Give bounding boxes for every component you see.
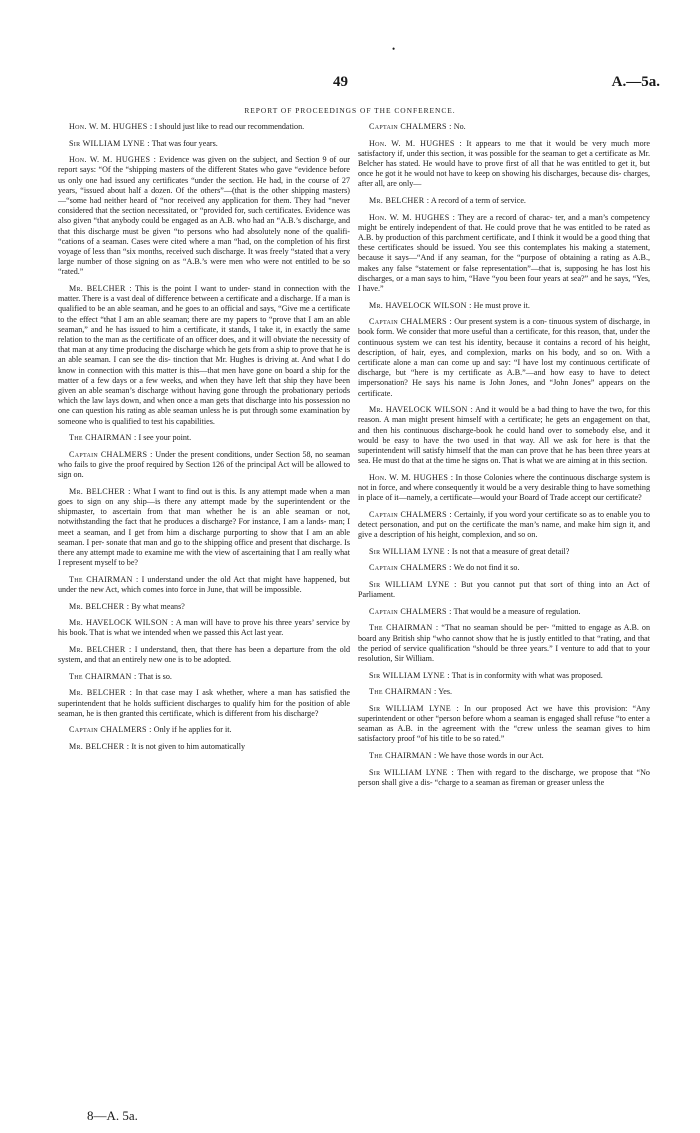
speaker-name: Sir WILLIAM LYNE : <box>369 703 459 713</box>
speech-paragraph <box>358 580 650 600</box>
speaker-name: Mr. BELCHER : <box>69 688 133 698</box>
speaker-name: Mr. HAVELOCK WILSON : <box>369 300 472 310</box>
speech-text: Is not that a measure of great detail? <box>451 546 570 556</box>
speech-paragraph <box>358 671 650 681</box>
speech-paragraph <box>358 122 650 132</box>
speech-paragraph <box>358 607 650 617</box>
speech-text: But you cannot put that sort of thing into an Act of Parliament. <box>358 580 650 600</box>
speaker-name: Mr. BELCHER : <box>69 486 131 496</box>
speaker-name: Captain CHALMERS : <box>69 725 152 735</box>
speech-text: I should just like to read our recommendation. <box>154 122 305 131</box>
speech-paragraph <box>58 645 350 665</box>
speech-text: “That no seaman should be per- “mitted to engage as A.B. on board any British ship “who cannot show that he is justly entitled to that “rating, and that the period of service qualification “should be three years.” I venture to add that to your resolution, Sir William. <box>358 623 650 664</box>
speaker-name: Sir WILLIAM LYNE : <box>69 138 150 148</box>
left-column <box>58 122 350 759</box>
speaker-name: The CHAIRMAN : <box>369 623 439 633</box>
speech-text: Only if he applies for it. <box>153 725 232 735</box>
speech-text: No. <box>453 122 466 131</box>
speech-paragraph <box>358 405 650 466</box>
speech-paragraph <box>58 618 350 638</box>
speech-text: That was four years. <box>151 138 218 148</box>
speaker-name: Hon. W. M. HUGHES : <box>69 155 157 165</box>
speech-text: In our proposed Act we have this provision: “Any superintendent or other “person before whom a seaman is engaged shall refuse “to enter a seaman as A.B. in the agreement with the “crew unless the seaman gives to him satisfactory proof “of his title to be so rated.” <box>358 703 650 744</box>
speech-text: This is the point I want to under- stand in connection with the matter. There is a vast deal of difference between a certificate and a discharge. If a man is qualified to be an able seaman, and he goes to an official and says, “Give me a certificate to the effect “that I am an able seaman; there are my papers to “prove that I am an able seaman,” and he has issued to him a certificate, it stands, I take it, in exactly the same relation to the man as the certificate of an officer does, and it will obviate the necessity of that man at any time producing the discharge which he gets from a ship to prove that he is an able seaman. I can see the dis- tinction that Mr. Hughes is driving at. And what I do know in connection with this matter is this—that men have gone on board a ship for the matter of a few days or a few weeks, and when they have left that ship they have been given an able seaman’s discharge without having gone through the probationary periods which the law lays down, and when once a man gets that discharge into his possession no one can question his rating as able seaman unless he is put through some examination by someone who is qualified to test his capabilities. <box>58 284 350 426</box>
speaker-name: Captain CHALMERS : <box>369 509 452 519</box>
speaker-name: Sir WILLIAM LYNE : <box>369 767 455 777</box>
speech-paragraph <box>58 742 350 752</box>
speaker-name: Mr. BELCHER : <box>369 196 430 205</box>
speech-text: That is so. <box>138 671 172 681</box>
speech-paragraph <box>58 450 350 481</box>
speaker-name: Captain CHALMERS : <box>369 317 452 327</box>
speech-paragraph <box>58 433 350 443</box>
speech-paragraph <box>358 687 650 697</box>
speech-text: In those Colonies where the continuous discharge system is not in force, and where consequently it would be a very desirable thing to have something in place of it—namely, a certificate—would your Board of Trade accept our certificate? <box>358 472 650 503</box>
speech-paragraph <box>58 725 350 735</box>
speech-paragraph <box>358 196 650 206</box>
speech-paragraph <box>58 602 350 612</box>
speech-text: Evidence was given on the subject, and Section 9 of our report says: “Of the “shipping masters of the different States who gave “evidence before us only one had issued any certificates “under the section. He had, in the course of 27 years, “issued about half a dozen. Of the others”—(that is the other shipping masters)—“some had neither heard of “nor received any application for them. They had “never considered that the section necessitated, or “provided for, such certificates. Evidence was also given “that anybody could be engaged as an A.B. who had an “A.B.’s discharge, and that this discharge must be given “to persons who had absolutely none of the qualifi- “cations of a seaman. Cases were cited where a man “had, on the completion of his first voyage of less than “six months, received such discharge. It was freely “stated that a very large number of those signing on as “A.B.’s were men who were not entitled to be so “rated.” <box>58 155 350 277</box>
speech-text: A man will have to prove his three years’ service by his book. That is what we intended when we passed this Act last year. <box>58 618 351 638</box>
speech-text: What I want to find out is this. Is any attempt made when a man goes to sign on any ship—is there any attempt made by the superintendent or the shipmaster, to ascertain from that man whether he is an able seaman or not, notwithstanding the fact that he produces a discharge? For instance, I am a lands- man; I meet a seaman, and I get from him a discharge purporting to show that I am an able seaman. I per- sonate that man and go to the shipping office and present that discharge. Is there any attempt made to examine me with the view of ascertaining that I am really what I represent myself to be? <box>58 486 350 568</box>
speech-paragraph <box>58 487 350 569</box>
speech-text: He must prove it. <box>473 300 530 310</box>
speech-text: That would be a measure of regulation. <box>453 606 581 616</box>
speech-paragraph <box>58 139 350 149</box>
speech-paragraph <box>58 672 350 682</box>
speech-text: We do not find it so. <box>453 563 520 573</box>
speaker-name: Mr. HAVELOCK WILSON : <box>69 618 174 628</box>
speech-text: In that case may I ask whether, where a man has satisfied the superintendent that he holds sufficient discharges to qualify him for the position of able seaman, he is then granted this certificate, which is different from his discharge? <box>58 688 350 718</box>
speech-text: It is not given to him automatically <box>131 742 246 752</box>
speech-paragraph <box>358 751 650 761</box>
speech-paragraph <box>58 155 350 277</box>
speaker-name: Captain CHALMERS : <box>69 449 153 459</box>
speech-paragraph <box>358 317 650 399</box>
printer-signature: 8—A. 5a. <box>87 1108 138 1123</box>
speaker-name: Captain CHALMERS : <box>369 122 452 131</box>
speech-text: I see your point. <box>138 433 192 443</box>
speaker-name: The CHAIRMAN : <box>369 751 437 760</box>
speech-text: Yes. <box>438 687 453 697</box>
speech-text: And it would be a bad thing to have the two, for this reason. A man might present himself with a certificate; he gets an engagement on that, and then his continuous discharge-book he could hand over to somebody else, and it would be easy to have the two used in that way. All we ask for here is that the superintendent will satisfy himself that the man can prove that he has been three years at sea. He must do that at the time he signs on. That is what we are aiming at in this section. <box>358 405 650 466</box>
printer-dot: • <box>392 44 396 54</box>
speech-paragraph <box>358 768 650 788</box>
speech-text: We have those words in our Act. <box>438 751 544 760</box>
speaker-name: Mr. BELCHER : <box>69 645 132 655</box>
speech-paragraph <box>358 473 650 504</box>
speech-text: By what means? <box>131 601 185 611</box>
speaker-name: Hon. W. M. HUGHES : <box>369 212 456 222</box>
speech-paragraph <box>58 284 350 427</box>
speech-paragraph <box>358 301 650 311</box>
speaker-name: Sir WILLIAM LYNE : <box>369 546 450 556</box>
speaker-name: The CHAIRMAN : <box>69 671 137 681</box>
speaker-name: Mr. HAVELOCK WILSON : <box>369 405 474 415</box>
speech-text: It appears to me that it would be very much more satisfactory if, under this section, it was possible for the seaman to get a certificate as Mr. Belcher has stated. He would have to prove first of all that he was entitled to get it, but once he got it he would not have to keep on showing his discharges, because dis- charges, after all, are only— <box>358 138 650 189</box>
speech-text: I understand under the old Act that might have happened, but under the new Act, which comes into force in June, that will be impossible. <box>58 574 350 595</box>
speech-text: Under the present conditions, under Section 58, no seaman who fails to give the proof required by Section 126 of the principal Act will be allowed to sign on. <box>58 449 350 480</box>
speaker-name: Captain CHALMERS : <box>369 606 452 616</box>
speaker-name: The CHAIRMAN : <box>369 687 437 697</box>
speech-text: They are a record of charac- ter, and a man’s competency might be entirely independent of that. He could prove that he was entitled to be rated as A.B. by production of this parchment certificate, and I think it would be a good thing that these certificates should be issued. You see this contemplates his making a statement, because it says—“And if any seaman, for the “purpose of obtaining a rating as A.B., makes any false “statement or false representation”—that is, supposing he has lost his discharges, or a man says to him, “Have “you been four years at sea?” and he says, “Yes, I have.” <box>358 212 650 294</box>
page-number: 49 <box>333 74 348 90</box>
speech-paragraph <box>358 623 650 664</box>
speech-paragraph <box>358 547 650 557</box>
speech-paragraph <box>58 122 350 132</box>
speaker-name: The CHAIRMAN : <box>69 433 137 443</box>
running-head: REPORT OF PROCEEDINGS OF THE CONFERENCE. <box>244 106 456 115</box>
speech-text: I understand, then, that there has been a departure from the old system, and that an entirely new one is to be adopted. <box>58 645 350 665</box>
speaker-name: Mr. BELCHER : <box>69 284 132 294</box>
speech-paragraph <box>358 510 650 541</box>
speaker-name: Captain CHALMERS : <box>369 563 452 573</box>
speech-paragraph <box>358 213 650 295</box>
speech-paragraph <box>58 688 350 719</box>
speech-paragraph <box>358 704 650 745</box>
speech-paragraph <box>358 563 650 573</box>
speech-text: Certainly, if you word your certificate so as to enable you to detect personation, and put on the certificate the man’s name, and make him sign it, and give a description of his height, complexion, and so on. <box>358 509 650 540</box>
speaker-name: Hon. W. M. HUGHES : <box>369 138 462 148</box>
speech-paragraph <box>58 575 350 595</box>
speech-text: Our present system is a con- tinuous system of discharge, in book form. We consider that more useful than a certificate, for this reason, that, under the continuous system we can test his identity, because it contains a record of his height, description, of hair, eyes, and complexion, marks on his body, and so on. With a certificate alone a man can come up and say: “I have lost my continuous certificate of discharge, but “here is my certificate as A.B.”—and how easy to have to detect impersonation? He says his name is John Jones, and “John Jones” appears on the certificate. <box>358 317 651 398</box>
speaker-name: Mr. BELCHER : <box>69 601 130 611</box>
paper-code: A.—5a. <box>611 74 660 90</box>
speaker-name: Mr. BELCHER : <box>69 742 130 752</box>
speaker-name: Hon. W. M. HUGHES : <box>369 472 454 482</box>
speech-text: Then with regard to the discharge, we propose that “No person shall give a dis- “charge to a seaman as fireman or greaser unless the <box>358 767 650 787</box>
speaker-name: Sir WILLIAM LYNE : <box>369 670 450 680</box>
speaker-name: Sir WILLIAM LYNE : <box>369 580 457 590</box>
speaker-name: Hon. W. M. HUGHES : <box>69 122 153 131</box>
speech-paragraph <box>358 139 650 190</box>
speaker-name: The CHAIRMAN : <box>69 574 139 584</box>
speech-text: That is in conformity with what was proposed. <box>451 670 603 680</box>
right-column <box>358 122 650 794</box>
speech-text: A record of a term of service. <box>430 196 526 205</box>
